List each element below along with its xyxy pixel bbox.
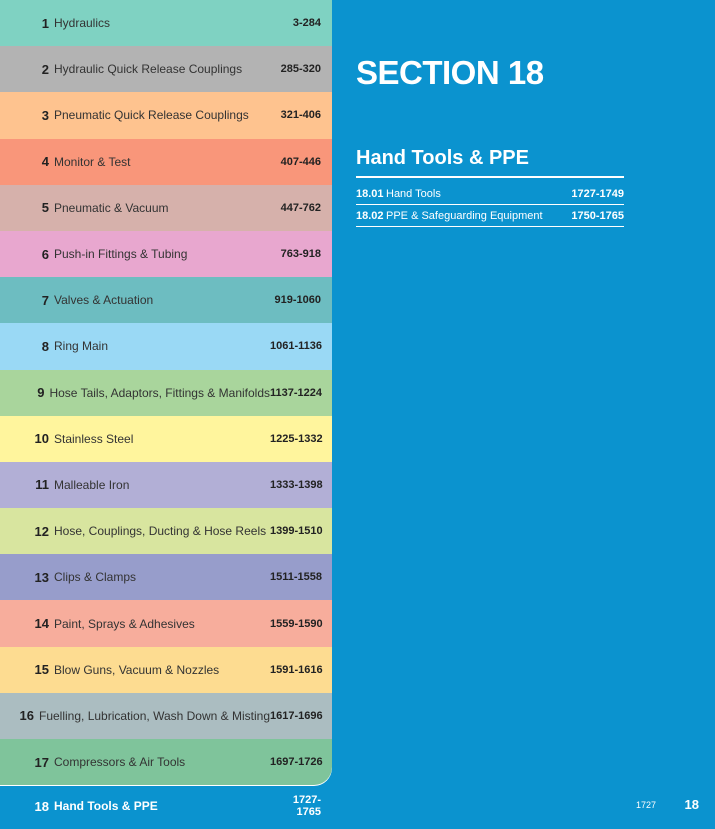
- subsection-pages: 1750-1765: [571, 209, 624, 222]
- section-pages: 1225-1332: [270, 432, 323, 445]
- section-pages: 1137-1224: [270, 386, 322, 399]
- section-row[interactable]: [0, 185, 332, 231]
- section-pages: 1511-1558: [270, 571, 322, 584]
- section-number: 17: [34, 754, 49, 770]
- section-number: 6: [41, 246, 49, 262]
- section-row[interactable]: [0, 92, 332, 138]
- section-number: 4: [41, 154, 49, 170]
- section-row[interactable]: [0, 462, 332, 508]
- section-row[interactable]: [0, 600, 332, 646]
- section-label: Hydraulics: [54, 16, 111, 31]
- section-row[interactable]: [0, 416, 332, 462]
- section-row[interactable]: [0, 554, 332, 600]
- section-label: Hydraulic Quick Release Couplings: [54, 62, 243, 77]
- section-number: 8: [41, 338, 49, 354]
- section-pages: 1559-1590: [270, 617, 323, 630]
- section-number: 14: [34, 616, 49, 632]
- section-row[interactable]: [0, 370, 332, 416]
- section-number: 13: [34, 569, 49, 585]
- section-pages: 1697-1726: [270, 756, 323, 769]
- section-number: 12: [34, 523, 49, 539]
- section-pages: 1399-1510: [270, 525, 323, 538]
- subsection-code: 18.02: [356, 209, 384, 222]
- section-subtitle: Hand Tools & PPE: [356, 147, 529, 169]
- section-label: Valves & Actuation: [54, 293, 154, 308]
- subsection-code: 18.01: [356, 187, 384, 200]
- section-pages: 1591-1616: [270, 663, 323, 676]
- section-pages: 1333-1398: [270, 478, 323, 491]
- section-number: 3: [41, 107, 49, 123]
- section-row[interactable]: [0, 739, 332, 785]
- page-number: 1727: [636, 800, 657, 810]
- section-row[interactable]: [0, 0, 332, 46]
- subtitle-divider: [356, 176, 624, 178]
- section-label: Ring Main: [54, 339, 109, 354]
- section-label: Blow Guns, Vacuum & Nozzles: [54, 662, 220, 677]
- section-pages: 919-1060: [274, 294, 321, 307]
- section-label: Clips & Clamps: [54, 570, 137, 585]
- section-row[interactable]: [0, 46, 332, 92]
- section-number: 2: [41, 61, 49, 77]
- section-index: [0, 0, 332, 786]
- subsection-title: Hand Tools: [386, 187, 441, 200]
- section-number: 1: [41, 15, 49, 31]
- section-number: 5: [41, 200, 49, 216]
- section-pages: 407-446: [280, 155, 321, 168]
- current-section-number: 18: [34, 798, 49, 814]
- section-pages: 447-762: [280, 201, 321, 214]
- section-number: 16: [19, 708, 34, 724]
- subsection-list: [356, 183, 624, 227]
- section-label: Stainless Steel: [54, 431, 134, 446]
- section-pages: 1617-1696: [270, 709, 323, 722]
- section-pages: 285-320: [280, 63, 321, 76]
- section-row[interactable]: [0, 647, 332, 693]
- current-section-row[interactable]: [0, 786, 332, 826]
- section-label: Hose, Couplings, Ducting & Hose Reels: [54, 524, 267, 539]
- section-label: Hose Tails, Adaptors, Fittings & Manifolds: [49, 385, 270, 400]
- section-number: 15: [34, 662, 49, 678]
- subsection-row[interactable]: [356, 183, 624, 205]
- current-section-pages: 1727-1765: [292, 794, 321, 818]
- section-heading: SECTION 18: [356, 54, 544, 91]
- section-label: Pneumatic Quick Release Couplings: [54, 108, 249, 123]
- subsection-row[interactable]: [356, 205, 624, 227]
- section-label: Malleable Iron: [54, 477, 130, 492]
- section-label: Paint, Sprays & Adhesives: [54, 616, 195, 631]
- subsection-title: PPE & Safeguarding Equipment: [386, 209, 543, 222]
- section-pages: 763-918: [280, 248, 321, 261]
- section-number: 11: [35, 477, 49, 493]
- section-label: Fuelling, Lubrication, Wash Down & Misting: [39, 708, 270, 723]
- section-number: 10: [34, 431, 49, 447]
- section-number: 9: [37, 385, 45, 401]
- section-row[interactable]: [0, 508, 332, 554]
- current-section-label: Hand Tools & PPE: [54, 799, 158, 813]
- section-number: 7: [41, 292, 49, 308]
- subsection-pages: 1727-1749: [571, 187, 624, 200]
- section-row[interactable]: [0, 139, 332, 185]
- section-pages: 1061-1136: [270, 340, 322, 353]
- section-row[interactable]: [0, 231, 332, 277]
- section-label: Compressors & Air Tools: [54, 755, 186, 770]
- section-row[interactable]: [0, 277, 332, 323]
- section-label: Monitor & Test: [54, 154, 131, 169]
- section-label: Pneumatic & Vacuum: [54, 200, 169, 215]
- section-pages: 3-284: [292, 17, 321, 30]
- section-label: Push-in Fittings & Tubing: [54, 247, 188, 262]
- section-pages: 321-406: [280, 109, 321, 122]
- footer-section-number: 18: [684, 797, 699, 812]
- section-row[interactable]: [0, 323, 332, 369]
- section-row[interactable]: [0, 693, 332, 739]
